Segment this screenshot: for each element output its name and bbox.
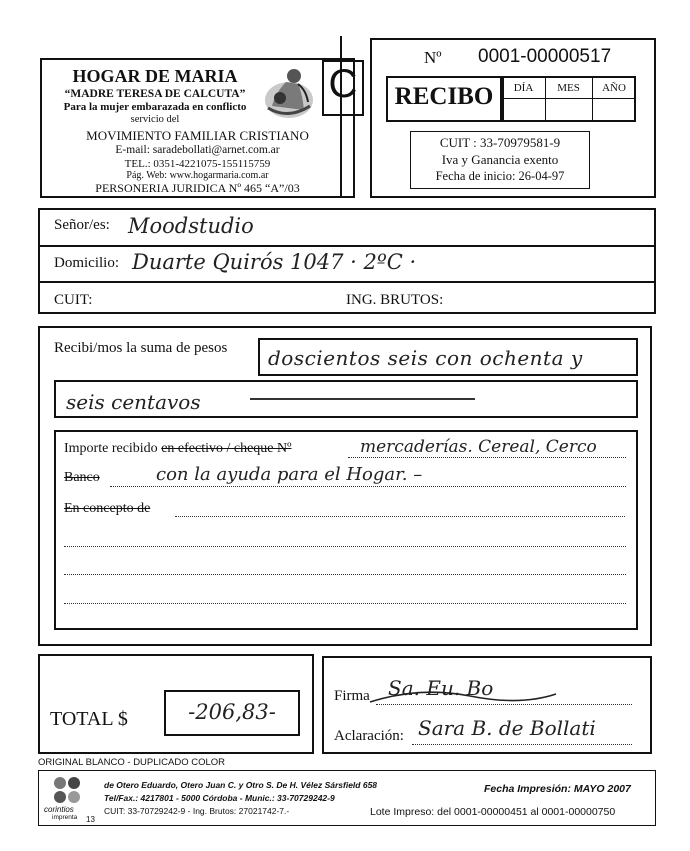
- org-purpose: Para la mujer embarazada en conflicto: [63, 101, 247, 113]
- printer-cuit: CUIT: 33-70729242-9 - Ing. Brutos: 27021742-7.-: [104, 806, 290, 816]
- domicilio-label: Domicilio:: [54, 255, 119, 271]
- doc-type-letter: C: [328, 62, 358, 106]
- org-web: Pág. Web: www.hogarmaria.com.ar: [126, 170, 269, 181]
- concepto-dotted-line: [175, 516, 625, 517]
- firma-dotted-line: [376, 704, 632, 705]
- importe-struck-text: en efectivo / cheque Nº: [161, 441, 292, 456]
- blank-dotted-line-1: [64, 546, 626, 547]
- importe-dotted-line: [348, 457, 626, 458]
- receipt-number: 0001-00000517: [478, 46, 612, 67]
- detail-box: [54, 430, 638, 630]
- year-label: AÑO: [602, 82, 626, 94]
- print-date: Fecha Impresión: MAYO 2007: [484, 783, 631, 795]
- printer-logo-num: 13: [86, 815, 95, 824]
- org-motto: “MADRE TERESA DE CALCUTA”: [64, 88, 246, 100]
- total-label: TOTAL $: [50, 708, 128, 730]
- printer-phone: Tel/Fax.: 4217801 - 5000 Córdoba - Munic.: 33-70729242-9: [104, 793, 335, 803]
- sum-words-line-1: doscientos seis con ochenta y: [268, 346, 583, 370]
- firma-signature: Sa. Eu. Bo: [388, 676, 494, 700]
- client-row-line-1: [38, 245, 656, 247]
- banco-dotted-line: [110, 486, 626, 487]
- sum-label: Recibi/mos la suma de pesos: [54, 340, 228, 356]
- month-label: MES: [557, 82, 580, 94]
- print-lote: Lote Impreso: del 0001-00000451 al 0001-00000750: [370, 806, 616, 818]
- sum-words-stroke: [250, 398, 475, 400]
- org-service-of: servicio del: [130, 114, 180, 125]
- copy-note: ORIGINAL BLANCO - DUPLICADO COLOR: [38, 757, 226, 768]
- firma-label: Firma: [334, 688, 370, 704]
- recibo-title: RECIBO: [394, 83, 494, 110]
- aclaracion-dotted-line: [412, 744, 632, 745]
- banco-value: con la ayuda para el Hogar. –: [156, 464, 423, 485]
- importe-label: Importe recibido: [64, 441, 162, 456]
- printer-logo-icon: [48, 775, 96, 809]
- mother-child-image: [258, 62, 320, 124]
- org-name: HOGAR DE MARIA: [72, 66, 238, 86]
- client-row-line-2: [38, 281, 656, 283]
- printer-name: de Otero Eduardo, Otero Juan C. y Otro S. De H. Vélez Sársfield 658: [104, 780, 378, 790]
- printer-logo-text: corintios: [44, 805, 74, 814]
- concepto-label: En concepto de: [64, 501, 151, 516]
- domicilio-value: Duarte Quirós 1047 · 2ºC ·: [132, 250, 417, 274]
- org-legal: PERSONERIA JURIDICA Nº 465 “A”/03: [95, 181, 300, 195]
- blank-dotted-line-3: [64, 603, 626, 604]
- aclaracion-value: Sara B. de Bollati: [418, 716, 596, 740]
- sum-words-line-2: seis centavos: [66, 390, 201, 414]
- senores-value: Moodstudio: [128, 214, 254, 238]
- banco-label: Banco: [64, 470, 100, 485]
- cuit-label: CUIT:: [54, 292, 93, 308]
- printer-logo-sub: imprenta: [52, 814, 78, 821]
- aclaracion-label: Aclaración:: [334, 728, 404, 744]
- total-value: -206,83-: [188, 700, 276, 724]
- tax-status: Iva y Ganancia exento: [441, 152, 559, 167]
- senores-label: Señor/es:: [54, 217, 110, 233]
- importe-label-wrap: [64, 441, 291, 457]
- receipt-number-label: Nº: [424, 48, 442, 67]
- org-movement: MOVIMIENTO FAMILIAR CRISTIANO: [86, 128, 309, 143]
- blank-dotted-line-2: [64, 574, 626, 575]
- tax-cuit: CUIT : 33-70979581-9: [439, 135, 561, 150]
- org-email: E-mail: saradebollati@arnet.com.ar: [115, 144, 280, 156]
- iibb-label: ING. BRUTOS:: [346, 292, 444, 308]
- org-phone: TEL.: 0351-4221075-155115759: [124, 158, 271, 170]
- date-grid-hline: [502, 98, 636, 99]
- tax-start-date: Fecha de inicio: 26-04-97: [435, 169, 565, 183]
- importe-value: mercaderías. Cereal, Cerco: [360, 437, 597, 457]
- day-label: DÍA: [513, 82, 534, 94]
